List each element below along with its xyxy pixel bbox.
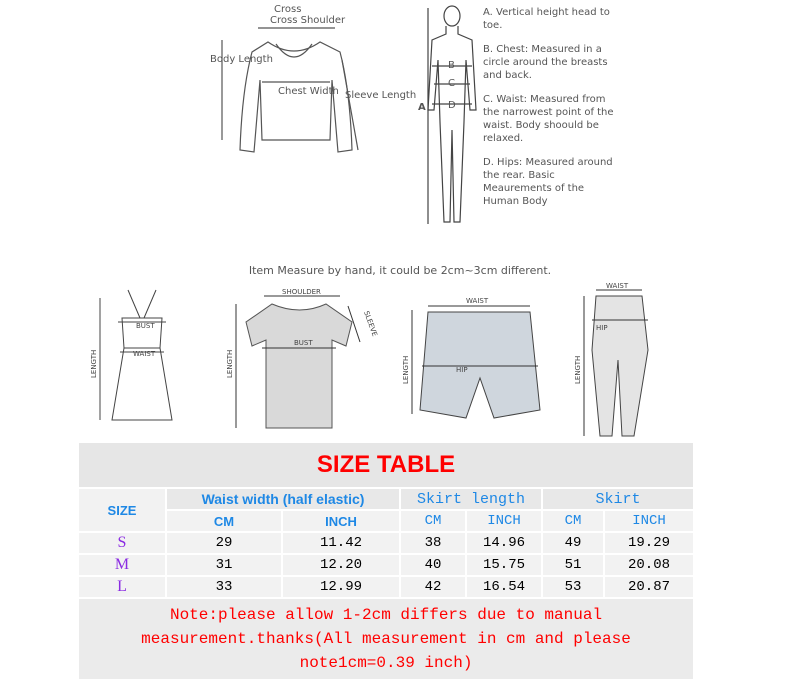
value-cell: 33 <box>166 576 282 598</box>
measurement-note: Note:please allow 1-2cm differs due to manual measurement.thanks(All measurement in cm and please note1cm=0.39 inch) <box>78 598 694 680</box>
shorts-length-label: LENGTH <box>402 355 410 384</box>
unit-header: INCH <box>604 510 694 532</box>
cross-shoulder-label: Cross Shoulder <box>270 15 346 26</box>
unit-header: CM <box>166 510 282 532</box>
table-row <box>78 554 694 576</box>
skirt-header: Skirt <box>542 488 694 510</box>
value-cell: 19.29 <box>604 532 694 554</box>
value-cell: 20.87 <box>604 576 694 598</box>
value-cell: 42 <box>400 576 466 598</box>
shorts-hip-label: HIP <box>456 366 468 374</box>
value-cell: 20.08 <box>604 554 694 576</box>
size-cell: S <box>78 532 166 554</box>
label-b: B <box>448 60 455 71</box>
tshirt-illustration <box>246 304 352 428</box>
value-cell: 38 <box>400 532 466 554</box>
legend-item-a: A. Vertical height head to toe. <box>483 7 610 31</box>
size-cell: M <box>78 554 166 576</box>
value-cell: 14.96 <box>466 532 542 554</box>
table-row <box>78 532 694 554</box>
value-cell: 49 <box>542 532 604 554</box>
legend-item-b: B. Chest: Measured in a circle around the breasts and back. <box>483 44 608 81</box>
pants-length-label: LENGTH <box>574 355 582 384</box>
label-d: D <box>448 100 456 111</box>
body-measure-legend <box>483 6 623 219</box>
size-table <box>77 441 695 681</box>
pants-hip-label: HIP <box>596 324 608 332</box>
skirt-length-header: Skirt length <box>400 488 542 510</box>
size-column-header: SIZE <box>78 488 166 532</box>
body-length-label: Body Length <box>210 54 273 65</box>
cross-shoulder-label-1: Cross <box>274 4 302 15</box>
legend-item-d: D. Hips: Measured around the rear. Basic Meaurements of the Human Body <box>483 157 613 207</box>
measure-note: Item Measure by hand, it could be 2cm~3cm different. <box>248 264 552 277</box>
body-figure <box>428 6 476 224</box>
dress-length-label: LENGTH <box>90 349 98 378</box>
tshirt-sleeve-label: SLEEVE <box>362 309 379 338</box>
tshirt-bust-label: BUST <box>294 339 313 347</box>
dress-waist-label: WAIST <box>133 350 156 358</box>
chest-width-label: Chest Width <box>278 86 339 97</box>
sleeve-length-label: Sleeve Length <box>345 90 417 101</box>
value-cell: 31 <box>166 554 282 576</box>
unit-header: INCH <box>466 510 542 532</box>
unit-header: CM <box>542 510 604 532</box>
value-cell: 53 <box>542 576 604 598</box>
value-cell: 12.20 <box>282 554 400 576</box>
waist-width-header: Waist width (half elastic) <box>166 488 400 510</box>
dress-bust-label: BUST <box>136 322 155 330</box>
value-cell: 12.99 <box>282 576 400 598</box>
shorts-waist-label: WAIST <box>466 297 489 305</box>
pants-waist-label: WAIST <box>606 282 629 290</box>
value-cell: 29 <box>166 532 282 554</box>
unit-header: CM <box>400 510 466 532</box>
table-row <box>78 576 694 598</box>
label-a: A <box>418 102 426 113</box>
value-cell: 40 <box>400 554 466 576</box>
value-cell: 16.54 <box>466 576 542 598</box>
tshirt-length-label: LENGTH <box>226 349 234 378</box>
pants-illustration <box>592 296 648 436</box>
value-cell: 11.42 <box>282 532 400 554</box>
value-cell: 51 <box>542 554 604 576</box>
tshirt-shoulder-label: SHOULDER <box>282 288 321 296</box>
shorts-illustration <box>420 312 540 418</box>
size-cell: L <box>78 576 166 598</box>
unit-header: INCH <box>282 510 400 532</box>
value-cell: 15.75 <box>466 554 542 576</box>
size-table-title: SIZE TABLE <box>78 442 694 488</box>
legend-item-c: C. Waist: Measured from the narrowest point of the waist. Body shoould be relaxed. <box>483 94 614 144</box>
label-c: C <box>448 78 455 89</box>
